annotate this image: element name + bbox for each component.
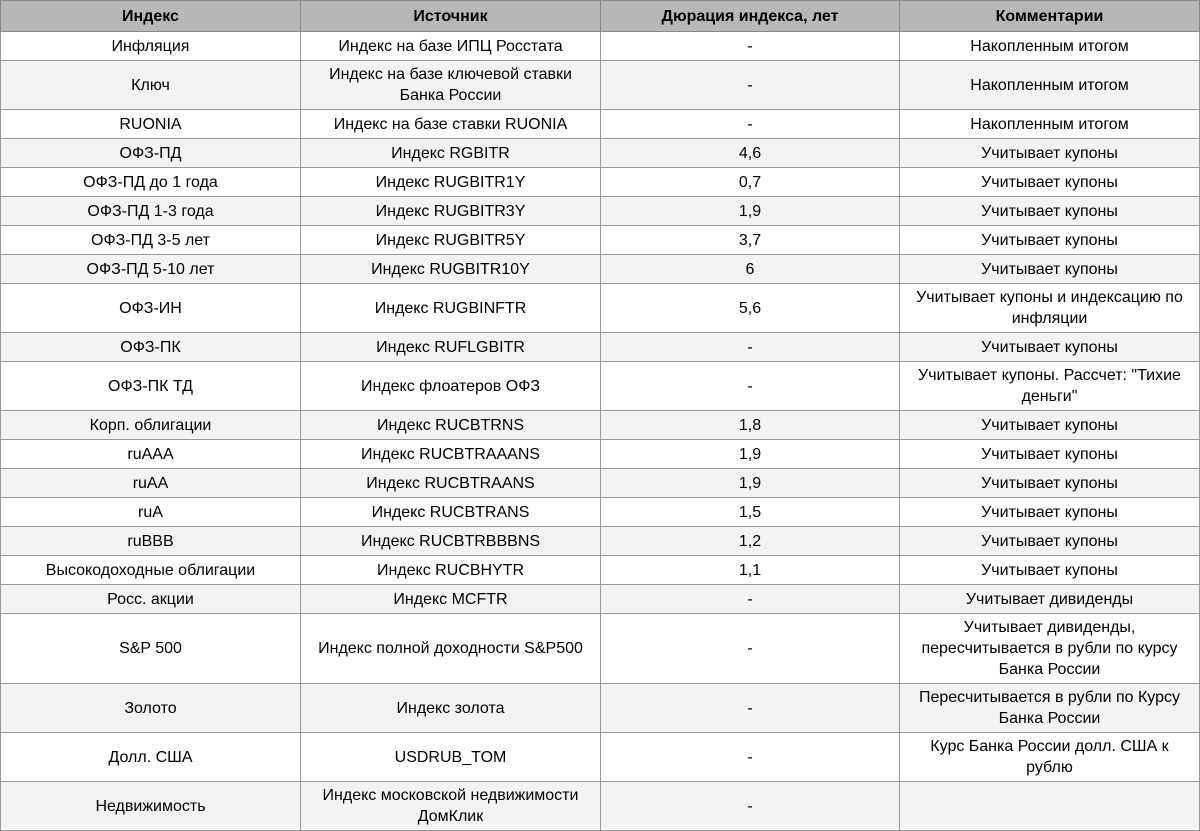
- table-row: [1, 527, 1200, 556]
- cell-comment: Курс Банка России долл. США к рублю: [900, 733, 1200, 782]
- cell-comment: Пересчитывается в рубли по Курсу Банка России: [900, 684, 1200, 733]
- cell-duration: -: [601, 733, 900, 782]
- cell-source: Индекс MCFTR: [301, 585, 601, 614]
- cell-index: Долл. США: [1, 733, 301, 782]
- cell-duration: 5,6: [601, 284, 900, 333]
- table-row: [1, 684, 1200, 733]
- cell-source: Индекс московской недвижимости ДомКлик: [301, 782, 601, 831]
- header-index: Индекс: [1, 1, 301, 32]
- cell-duration: -: [601, 362, 900, 411]
- table-row: [1, 284, 1200, 333]
- cell-comment: Накопленным итогом: [900, 110, 1200, 139]
- cell-index: Росс. акции: [1, 585, 301, 614]
- cell-source: Индекс на базе ключевой ставки Банка России: [301, 61, 601, 110]
- cell-source: Индекс RUCBTRANS: [301, 498, 601, 527]
- cell-source: Индекс RUGBITR1Y: [301, 168, 601, 197]
- cell-index: Высокодоходные облигации: [1, 556, 301, 585]
- cell-source: Индекс RUFLGBITR: [301, 333, 601, 362]
- cell-duration: 1,9: [601, 197, 900, 226]
- cell-index: ОФЗ-ПД 3-5 лет: [1, 226, 301, 255]
- cell-source: Индекс флоатеров ОФЗ: [301, 362, 601, 411]
- cell-index: ОФЗ-ПД 5-10 лет: [1, 255, 301, 284]
- table-row: [1, 733, 1200, 782]
- table-row: [1, 614, 1200, 684]
- cell-duration: 1,5: [601, 498, 900, 527]
- table-row: [1, 498, 1200, 527]
- cell-comment: Учитывает купоны: [900, 226, 1200, 255]
- table-row: [1, 139, 1200, 168]
- table-row: [1, 333, 1200, 362]
- cell-source: USDRUB_TOM: [301, 733, 601, 782]
- cell-index: S&P 500: [1, 614, 301, 684]
- cell-duration: 1,9: [601, 469, 900, 498]
- cell-duration: 6: [601, 255, 900, 284]
- cell-comment: Учитывает купоны. Рассчет: "Тихие деньги": [900, 362, 1200, 411]
- cell-duration: -: [601, 61, 900, 110]
- cell-duration: 1,2: [601, 527, 900, 556]
- cell-comment: Учитывает купоны: [900, 333, 1200, 362]
- cell-comment: Учитывает купоны: [900, 139, 1200, 168]
- cell-source: Индекс RUCBTRBBBNS: [301, 527, 601, 556]
- cell-comment: Накопленным итогом: [900, 61, 1200, 110]
- cell-index: RUONIA: [1, 110, 301, 139]
- cell-comment: Учитывает купоны: [900, 168, 1200, 197]
- cell-duration: 1,8: [601, 411, 900, 440]
- cell-duration: 4,6: [601, 139, 900, 168]
- cell-comment: Учитывает купоны: [900, 469, 1200, 498]
- header-row: [1, 1, 1200, 32]
- cell-comment: Накопленным итогом: [900, 32, 1200, 61]
- cell-comment: Учитывает купоны: [900, 440, 1200, 469]
- cell-comment: Учитывает купоны и индексацию по инфляции: [900, 284, 1200, 333]
- cell-index: ОФЗ-ИН: [1, 284, 301, 333]
- cell-duration: 1,1: [601, 556, 900, 585]
- cell-index: ruAAA: [1, 440, 301, 469]
- cell-comment: Учитывает дивиденды, пересчитывается в рубли по курсу Банка России: [900, 614, 1200, 684]
- cell-source: Индекс RUGBITR3Y: [301, 197, 601, 226]
- cell-index: ruA: [1, 498, 301, 527]
- header-source: Источник: [301, 1, 601, 32]
- table-row: [1, 440, 1200, 469]
- table-row: [1, 556, 1200, 585]
- header-comments: Комментарии: [900, 1, 1200, 32]
- cell-comment: [900, 782, 1200, 831]
- table-row: [1, 255, 1200, 284]
- table-row: [1, 197, 1200, 226]
- cell-duration: -: [601, 782, 900, 831]
- table-row: [1, 362, 1200, 411]
- cell-duration: -: [601, 614, 900, 684]
- cell-comment: Учитывает дивиденды: [900, 585, 1200, 614]
- cell-source: Индекс RUGBINFTR: [301, 284, 601, 333]
- cell-source: Индекс RUCBHYTR: [301, 556, 601, 585]
- cell-comment: Учитывает купоны: [900, 498, 1200, 527]
- cell-index: Инфляция: [1, 32, 301, 61]
- cell-index: ОФЗ-ПК ТД: [1, 362, 301, 411]
- table-row: [1, 782, 1200, 831]
- cell-duration: 3,7: [601, 226, 900, 255]
- cell-duration: 0,7: [601, 168, 900, 197]
- cell-index: ruAA: [1, 469, 301, 498]
- cell-source: Индекс RUGBITR10Y: [301, 255, 601, 284]
- cell-source: Индекс золота: [301, 684, 601, 733]
- cell-source: Индекс RUGBITR5Y: [301, 226, 601, 255]
- cell-index: ruBBB: [1, 527, 301, 556]
- cell-source: Индекс RUCBTRAAANS: [301, 440, 601, 469]
- cell-source: Индекс RGBITR: [301, 139, 601, 168]
- cell-source: Индекс RUCBTRAANS: [301, 469, 601, 498]
- cell-index: Золото: [1, 684, 301, 733]
- table-row: [1, 469, 1200, 498]
- cell-comment: Учитывает купоны: [900, 411, 1200, 440]
- cell-duration: -: [601, 333, 900, 362]
- cell-source: Индекс на базе ставки RUONIA: [301, 110, 601, 139]
- cell-index: ОФЗ-ПД: [1, 139, 301, 168]
- table-row: [1, 61, 1200, 110]
- cell-index: ОФЗ-ПД до 1 года: [1, 168, 301, 197]
- table-row: [1, 32, 1200, 61]
- cell-comment: Учитывает купоны: [900, 197, 1200, 226]
- table-row: [1, 168, 1200, 197]
- cell-index: ОФЗ-ПК: [1, 333, 301, 362]
- table-row: [1, 411, 1200, 440]
- cell-index: Недвижимость: [1, 782, 301, 831]
- cell-source: Индекс полной доходности S&P500: [301, 614, 601, 684]
- header-duration: Дюрация индекса, лет: [601, 1, 900, 32]
- cell-comment: Учитывает купоны: [900, 255, 1200, 284]
- cell-duration: 1,9: [601, 440, 900, 469]
- cell-index: ОФЗ-ПД 1-3 года: [1, 197, 301, 226]
- cell-source: Индекс RUCBTRNS: [301, 411, 601, 440]
- table-row: [1, 226, 1200, 255]
- cell-duration: -: [601, 110, 900, 139]
- cell-duration: -: [601, 585, 900, 614]
- cell-index: Ключ: [1, 61, 301, 110]
- cell-duration: -: [601, 32, 900, 61]
- cell-source: Индекс на базе ИПЦ Росстата: [301, 32, 601, 61]
- cell-comment: Учитывает купоны: [900, 527, 1200, 556]
- cell-comment: Учитывает купоны: [900, 556, 1200, 585]
- table-row: [1, 110, 1200, 139]
- cell-index: Корп. облигации: [1, 411, 301, 440]
- cell-duration: -: [601, 684, 900, 733]
- table-row: [1, 585, 1200, 614]
